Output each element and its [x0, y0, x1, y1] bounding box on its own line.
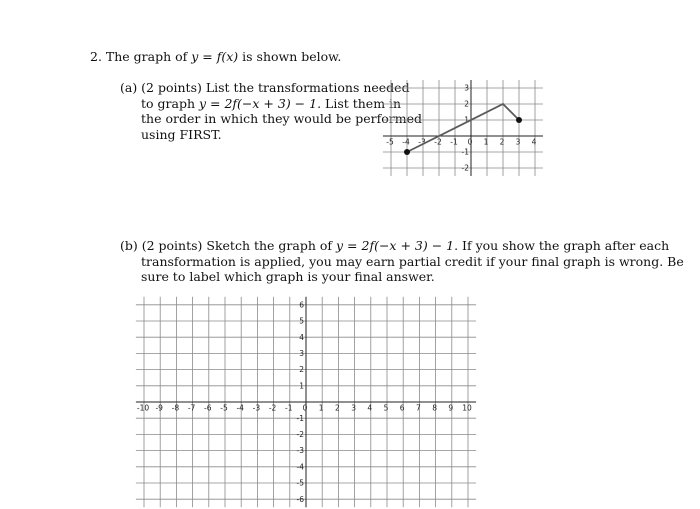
large-graph-x-tick-label: 1: [318, 403, 324, 413]
function-endpoint: [404, 149, 410, 155]
small-graph-y-tick-label: -1: [461, 147, 469, 157]
large-graph-y-tick-label: 3: [299, 349, 304, 359]
large-graph-y-tick-label: 1: [299, 381, 304, 391]
small-graph-x-tick-label: -1: [450, 137, 458, 147]
large-graph-x-tick-label: 9: [448, 403, 454, 413]
large-graph-x-tick-label: 7: [416, 403, 421, 413]
small-graph-y-tick-label: 1: [464, 115, 469, 125]
part-a-line-2-equation: y = 2f(−x + 3) − 1: [198, 95, 318, 111]
large-graph-y-tick-label: 2: [299, 365, 304, 375]
small-graph-y-tick-label: -2: [461, 163, 469, 173]
large-graph-x-tick-label: 2: [335, 403, 340, 413]
part-a-line-3: [120, 111, 422, 127]
problem-heading-equation: y = f(x): [191, 49, 239, 64]
large-graph-x-tick-label: 8: [432, 403, 437, 413]
part-b-question: [120, 238, 684, 285]
part-b-line-1-post: . If you show the graph after each: [454, 238, 670, 253]
large-graph-x-tick-label: -7: [187, 403, 196, 413]
large-graph-y-tick-label: -6: [296, 494, 304, 504]
small-graph-x-tick-label: -5: [386, 137, 394, 147]
part-b-line-1-equation: y = 2f(−x + 3) − 1: [336, 238, 455, 253]
part-a-line-2: [120, 96, 422, 112]
part-a-line-4-text: using FIRST.: [141, 126, 222, 142]
small-graph-x-tick-label: 2: [499, 137, 505, 147]
problem-heading-prefix: 2. The graph of: [90, 49, 192, 64]
large-graph-x-tick-label: 10: [462, 403, 472, 413]
function-endpoint: [516, 117, 522, 123]
large-graph-x-tick-label: -9: [155, 403, 163, 413]
small-graph-x-tick-label: 0: [467, 137, 473, 147]
part-a-line-2-pre: to graph: [141, 95, 199, 111]
large-graph-y-tick-label: -5: [296, 478, 304, 488]
small-graph-x-tick-label: -2: [434, 137, 442, 147]
part-b-line-3: [120, 269, 684, 285]
large-graph-y-tick-label: 6: [299, 300, 304, 310]
large-graph-x-tick-label: 0: [302, 403, 308, 413]
large-graph-x-tick-label: -5: [220, 403, 228, 413]
small-graph-x-tick-label: -4: [402, 137, 410, 147]
problem-heading-suffix: is shown below.: [238, 49, 342, 64]
small-graph-x-tick-label: 1: [483, 137, 489, 147]
part-a-line-1-text: (a) (2 points) List the transformations needed: [120, 80, 410, 95]
part-b-line-2-text: transformation is applied, you may earn partial credit if your final graph is wrong. Be: [141, 253, 684, 269]
large-graph-x-tick-label: -1: [285, 403, 293, 413]
part-a-line-3-text: the order in which they would be performed: [141, 111, 422, 126]
part-b-line-3-text: sure to label which graph is your final answer.: [141, 269, 435, 284]
large-graph-y-tick-label: 5: [299, 316, 304, 326]
large-graph-y-tick-label: -3: [296, 446, 304, 456]
large-graph-y-tick-label: 4: [299, 332, 304, 342]
large-graph-x-tick-label: 4: [367, 403, 373, 413]
large-graph-x-tick-label: -8: [171, 403, 180, 413]
small-graph-x-tick-label: 3: [515, 137, 521, 147]
large-graph-x-tick-label: 6: [399, 403, 405, 413]
part-a-question: [120, 80, 422, 142]
large-graph-x-tick-label: -6: [204, 403, 212, 413]
small-graph-y-tick-label: 2: [464, 99, 469, 109]
small-graph-y-tick-label: 3: [464, 83, 469, 93]
large-graph-y-tick-label: -4: [296, 462, 304, 472]
large-graph-x-tick-label: -4: [236, 403, 244, 413]
large-graph-y-tick-label: -2: [296, 430, 304, 440]
small-graph-x-tick-label: -3: [418, 137, 426, 147]
blank-answer-grid[interactable]: [136, 286, 486, 504]
part-a-line-4: [120, 127, 422, 143]
part-a-line-1: [120, 80, 422, 96]
large-graph-y-tick-label: -1: [296, 413, 304, 423]
large-graph-x-tick-label: 3: [351, 403, 356, 413]
large-graph-x-tick-label: 5: [383, 403, 389, 413]
large-graph-x-tick-label: -2: [268, 403, 277, 413]
large-graph-x-tick-label: -3: [252, 403, 261, 413]
part-b-line-1: [120, 238, 684, 254]
part-b-line-1-pre: (b) (2 points) Sketch the graph of: [120, 238, 337, 253]
small-graph-x-tick-label: 4: [531, 137, 537, 147]
large-graph-x-tick-label: -10: [136, 403, 150, 413]
part-a-line-2-post: . List them in: [317, 95, 402, 111]
small-function-graph: [380, 74, 550, 174]
problem-heading: [90, 49, 341, 65]
part-b-line-2: [120, 254, 684, 270]
